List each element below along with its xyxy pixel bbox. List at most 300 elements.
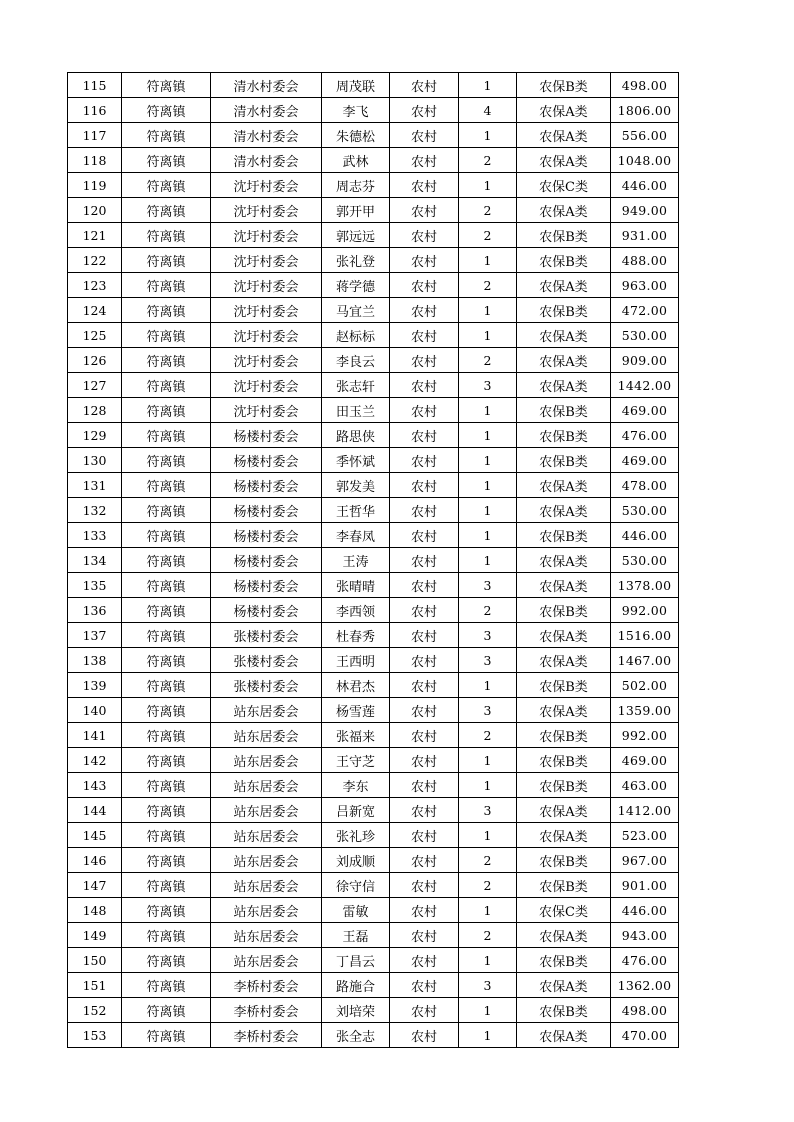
table-row <box>68 598 679 623</box>
cell-people-count: 1 <box>459 673 517 698</box>
cell-serial-number: 145 <box>68 823 122 848</box>
cell-amount: 478.00 <box>611 473 679 498</box>
cell-town: 符离镇 <box>122 323 211 348</box>
cell-committee: 沈圩村委会 <box>211 323 322 348</box>
cell-serial-number: 116 <box>68 98 122 123</box>
cell-town: 符离镇 <box>122 248 211 273</box>
cell-committee: 清水村委会 <box>211 73 322 98</box>
cell-person-name: 张福来 <box>322 723 390 748</box>
cell-serial-number: 131 <box>68 473 122 498</box>
cell-household-type: 农村 <box>390 73 459 98</box>
cell-committee: 杨楼村委会 <box>211 573 322 598</box>
cell-people-count: 3 <box>459 573 517 598</box>
cell-person-name: 李良云 <box>322 348 390 373</box>
table-row <box>68 523 679 548</box>
cell-town: 符离镇 <box>122 623 211 648</box>
cell-town: 符离镇 <box>122 373 211 398</box>
cell-amount: 469.00 <box>611 398 679 423</box>
cell-household-type: 农村 <box>390 798 459 823</box>
relief-roster-table <box>67 72 679 1048</box>
cell-household-type: 农村 <box>390 748 459 773</box>
cell-category: 农保B类 <box>517 673 611 698</box>
cell-people-count: 2 <box>459 348 517 373</box>
cell-committee: 张楼村委会 <box>211 623 322 648</box>
cell-category: 农保B类 <box>517 948 611 973</box>
cell-committee: 沈圩村委会 <box>211 298 322 323</box>
cell-serial-number: 128 <box>68 398 122 423</box>
cell-household-type: 农村 <box>390 1023 459 1048</box>
cell-household-type: 农村 <box>390 223 459 248</box>
cell-people-count: 1 <box>459 73 517 98</box>
cell-household-type: 农村 <box>390 123 459 148</box>
cell-town: 符离镇 <box>122 73 211 98</box>
table-row <box>68 423 679 448</box>
cell-category: 农保B类 <box>517 723 611 748</box>
cell-person-name: 雷敏 <box>322 898 390 923</box>
cell-person-name: 李东 <box>322 773 390 798</box>
cell-serial-number: 151 <box>68 973 122 998</box>
cell-household-type: 农村 <box>390 523 459 548</box>
cell-category: 农保A类 <box>517 323 611 348</box>
cell-committee: 张楼村委会 <box>211 673 322 698</box>
cell-category: 农保B类 <box>517 773 611 798</box>
cell-household-type: 农村 <box>390 948 459 973</box>
table-row <box>68 298 679 323</box>
table-row <box>68 398 679 423</box>
table-row <box>68 998 679 1023</box>
cell-household-type: 农村 <box>390 423 459 448</box>
cell-committee: 站东居委会 <box>211 848 322 873</box>
cell-people-count: 3 <box>459 973 517 998</box>
cell-person-name: 郭发美 <box>322 473 390 498</box>
cell-category: 农保A类 <box>517 698 611 723</box>
table-row <box>68 898 679 923</box>
cell-person-name: 杜春秀 <box>322 623 390 648</box>
cell-amount: 498.00 <box>611 73 679 98</box>
cell-town: 符离镇 <box>122 573 211 598</box>
cell-category: 农保A类 <box>517 498 611 523</box>
cell-category: 农保A类 <box>517 348 611 373</box>
cell-category: 农保A类 <box>517 548 611 573</box>
cell-amount: 949.00 <box>611 198 679 223</box>
table-body <box>68 73 679 1048</box>
cell-serial-number: 135 <box>68 573 122 598</box>
cell-committee: 沈圩村委会 <box>211 198 322 223</box>
cell-town: 符离镇 <box>122 473 211 498</box>
cell-committee: 李桥村委会 <box>211 998 322 1023</box>
cell-town: 符离镇 <box>122 848 211 873</box>
cell-town: 符离镇 <box>122 498 211 523</box>
cell-town: 符离镇 <box>122 348 211 373</box>
cell-people-count: 1 <box>459 248 517 273</box>
cell-town: 符离镇 <box>122 998 211 1023</box>
cell-category: 农保A类 <box>517 923 611 948</box>
cell-category: 农保B类 <box>517 523 611 548</box>
cell-people-count: 1 <box>459 498 517 523</box>
cell-town: 符离镇 <box>122 923 211 948</box>
cell-amount: 1412.00 <box>611 798 679 823</box>
cell-serial-number: 121 <box>68 223 122 248</box>
cell-amount: 992.00 <box>611 723 679 748</box>
cell-person-name: 马宜兰 <box>322 298 390 323</box>
cell-household-type: 农村 <box>390 548 459 573</box>
cell-person-name: 王守芝 <box>322 748 390 773</box>
cell-serial-number: 141 <box>68 723 122 748</box>
cell-town: 符离镇 <box>122 198 211 223</box>
cell-amount: 943.00 <box>611 923 679 948</box>
cell-category: 农保B类 <box>517 398 611 423</box>
table-row <box>68 723 679 748</box>
cell-people-count: 1 <box>459 173 517 198</box>
cell-amount: 463.00 <box>611 773 679 798</box>
cell-household-type: 农村 <box>390 873 459 898</box>
cell-category: 农保A类 <box>517 273 611 298</box>
cell-person-name: 路施合 <box>322 973 390 998</box>
cell-committee: 清水村委会 <box>211 123 322 148</box>
cell-category: 农保A类 <box>517 148 611 173</box>
cell-person-name: 张礼珍 <box>322 823 390 848</box>
table-row <box>68 373 679 398</box>
cell-amount: 498.00 <box>611 998 679 1023</box>
cell-serial-number: 149 <box>68 923 122 948</box>
cell-town: 符离镇 <box>122 398 211 423</box>
table-row <box>68 823 679 848</box>
cell-committee: 站东居委会 <box>211 823 322 848</box>
cell-serial-number: 122 <box>68 248 122 273</box>
cell-household-type: 农村 <box>390 298 459 323</box>
cell-household-type: 农村 <box>390 998 459 1023</box>
cell-person-name: 周志芬 <box>322 173 390 198</box>
cell-people-count: 2 <box>459 223 517 248</box>
cell-town: 符离镇 <box>122 123 211 148</box>
cell-town: 符离镇 <box>122 148 211 173</box>
cell-category: 农保B类 <box>517 448 611 473</box>
cell-serial-number: 132 <box>68 498 122 523</box>
cell-town: 符离镇 <box>122 948 211 973</box>
cell-serial-number: 138 <box>68 648 122 673</box>
cell-serial-number: 124 <box>68 298 122 323</box>
cell-category: 农保A类 <box>517 648 611 673</box>
table-row <box>68 223 679 248</box>
cell-person-name: 王西明 <box>322 648 390 673</box>
cell-town: 符离镇 <box>122 748 211 773</box>
cell-serial-number: 127 <box>68 373 122 398</box>
cell-amount: 523.00 <box>611 823 679 848</box>
cell-person-name: 周茂联 <box>322 73 390 98</box>
cell-people-count: 3 <box>459 798 517 823</box>
cell-amount: 470.00 <box>611 1023 679 1048</box>
cell-committee: 沈圩村委会 <box>211 273 322 298</box>
cell-category: 农保B类 <box>517 748 611 773</box>
cell-committee: 杨楼村委会 <box>211 523 322 548</box>
cell-amount: 469.00 <box>611 448 679 473</box>
cell-person-name: 吕新宽 <box>322 798 390 823</box>
cell-person-name: 王哲华 <box>322 498 390 523</box>
cell-people-count: 2 <box>459 923 517 948</box>
cell-people-count: 1 <box>459 323 517 348</box>
cell-person-name: 赵标标 <box>322 323 390 348</box>
cell-people-count: 2 <box>459 148 517 173</box>
cell-person-name: 张全志 <box>322 1023 390 1048</box>
cell-household-type: 农村 <box>390 473 459 498</box>
cell-household-type: 农村 <box>390 598 459 623</box>
table-row <box>68 323 679 348</box>
table-row <box>68 73 679 98</box>
cell-committee: 站东居委会 <box>211 948 322 973</box>
cell-serial-number: 130 <box>68 448 122 473</box>
cell-people-count: 3 <box>459 648 517 673</box>
table-row <box>68 648 679 673</box>
cell-amount: 1378.00 <box>611 573 679 598</box>
cell-serial-number: 152 <box>68 998 122 1023</box>
cell-category: 农保B类 <box>517 998 611 1023</box>
cell-category: 农保C类 <box>517 173 611 198</box>
cell-amount: 476.00 <box>611 423 679 448</box>
cell-person-name: 丁昌云 <box>322 948 390 973</box>
cell-amount: 530.00 <box>611 498 679 523</box>
table-row <box>68 573 679 598</box>
cell-town: 符离镇 <box>122 898 211 923</box>
table-row <box>68 548 679 573</box>
cell-household-type: 农村 <box>390 723 459 748</box>
cell-amount: 530.00 <box>611 548 679 573</box>
cell-category: 农保A类 <box>517 373 611 398</box>
cell-people-count: 1 <box>459 473 517 498</box>
table-row <box>68 848 679 873</box>
cell-household-type: 农村 <box>390 248 459 273</box>
cell-serial-number: 133 <box>68 523 122 548</box>
cell-person-name: 张志轩 <box>322 373 390 398</box>
cell-amount: 476.00 <box>611 948 679 973</box>
cell-town: 符离镇 <box>122 773 211 798</box>
cell-amount: 1359.00 <box>611 698 679 723</box>
cell-category: 农保A类 <box>517 98 611 123</box>
cell-committee: 杨楼村委会 <box>211 548 322 573</box>
cell-serial-number: 117 <box>68 123 122 148</box>
cell-serial-number: 142 <box>68 748 122 773</box>
cell-people-count: 3 <box>459 698 517 723</box>
cell-people-count: 1 <box>459 948 517 973</box>
cell-committee: 李桥村委会 <box>211 973 322 998</box>
cell-town: 符离镇 <box>122 423 211 448</box>
table-row <box>68 123 679 148</box>
cell-serial-number: 119 <box>68 173 122 198</box>
cell-committee: 清水村委会 <box>211 98 322 123</box>
cell-category: 农保A类 <box>517 823 611 848</box>
cell-person-name: 徐守信 <box>322 873 390 898</box>
cell-committee: 沈圩村委会 <box>211 373 322 398</box>
cell-category: 农保B类 <box>517 223 611 248</box>
cell-household-type: 农村 <box>390 323 459 348</box>
cell-category: 农保A类 <box>517 573 611 598</box>
cell-committee: 站东居委会 <box>211 773 322 798</box>
cell-category: 农保A类 <box>517 973 611 998</box>
cell-household-type: 农村 <box>390 923 459 948</box>
cell-people-count: 1 <box>459 998 517 1023</box>
cell-town: 符离镇 <box>122 523 211 548</box>
cell-household-type: 农村 <box>390 273 459 298</box>
cell-household-type: 农村 <box>390 348 459 373</box>
cell-people-count: 1 <box>459 773 517 798</box>
table-row <box>68 148 679 173</box>
cell-serial-number: 115 <box>68 73 122 98</box>
cell-town: 符离镇 <box>122 698 211 723</box>
cell-person-name: 朱德松 <box>322 123 390 148</box>
cell-amount: 1048.00 <box>611 148 679 173</box>
cell-town: 符离镇 <box>122 548 211 573</box>
cell-amount: 446.00 <box>611 898 679 923</box>
cell-category: 农保B类 <box>517 848 611 873</box>
cell-people-count: 1 <box>459 898 517 923</box>
table-row <box>68 748 679 773</box>
cell-town: 符离镇 <box>122 1023 211 1048</box>
cell-people-count: 1 <box>459 123 517 148</box>
cell-committee: 沈圩村委会 <box>211 398 322 423</box>
cell-committee: 沈圩村委会 <box>211 348 322 373</box>
cell-household-type: 农村 <box>390 148 459 173</box>
cell-serial-number: 143 <box>68 773 122 798</box>
cell-household-type: 农村 <box>390 498 459 523</box>
cell-town: 符离镇 <box>122 173 211 198</box>
table-row <box>68 248 679 273</box>
cell-serial-number: 126 <box>68 348 122 373</box>
cell-town: 符离镇 <box>122 223 211 248</box>
cell-household-type: 农村 <box>390 973 459 998</box>
cell-person-name: 张礼登 <box>322 248 390 273</box>
cell-committee: 清水村委会 <box>211 148 322 173</box>
cell-serial-number: 146 <box>68 848 122 873</box>
cell-people-count: 3 <box>459 373 517 398</box>
cell-people-count: 1 <box>459 448 517 473</box>
cell-town: 符离镇 <box>122 98 211 123</box>
cell-committee: 张楼村委会 <box>211 648 322 673</box>
cell-household-type: 农村 <box>390 373 459 398</box>
cell-town: 符离镇 <box>122 648 211 673</box>
cell-people-count: 1 <box>459 423 517 448</box>
cell-person-name: 郭开甲 <box>322 198 390 223</box>
cell-amount: 1516.00 <box>611 623 679 648</box>
cell-household-type: 农村 <box>390 623 459 648</box>
cell-amount: 472.00 <box>611 298 679 323</box>
cell-serial-number: 150 <box>68 948 122 973</box>
cell-people-count: 2 <box>459 848 517 873</box>
cell-person-name: 李西领 <box>322 598 390 623</box>
table-row <box>68 798 679 823</box>
cell-people-count: 1 <box>459 298 517 323</box>
cell-committee: 沈圩村委会 <box>211 248 322 273</box>
table-row <box>68 773 679 798</box>
cell-committee: 杨楼村委会 <box>211 598 322 623</box>
cell-people-count: 1 <box>459 1023 517 1048</box>
table-row <box>68 348 679 373</box>
table-row <box>68 498 679 523</box>
cell-committee: 站东居委会 <box>211 798 322 823</box>
cell-serial-number: 153 <box>68 1023 122 1048</box>
cell-household-type: 农村 <box>390 848 459 873</box>
cell-town: 符离镇 <box>122 823 211 848</box>
cell-amount: 901.00 <box>611 873 679 898</box>
cell-category: 农保A类 <box>517 473 611 498</box>
cell-serial-number: 144 <box>68 798 122 823</box>
cell-people-count: 1 <box>459 823 517 848</box>
cell-committee: 站东居委会 <box>211 748 322 773</box>
cell-household-type: 农村 <box>390 898 459 923</box>
cell-household-type: 农村 <box>390 448 459 473</box>
cell-amount: 488.00 <box>611 248 679 273</box>
table-row <box>68 1023 679 1048</box>
cell-town: 符离镇 <box>122 723 211 748</box>
cell-people-count: 1 <box>459 748 517 773</box>
cell-person-name: 刘培荣 <box>322 998 390 1023</box>
cell-category: 农保B类 <box>517 873 611 898</box>
cell-serial-number: 120 <box>68 198 122 223</box>
cell-amount: 502.00 <box>611 673 679 698</box>
table-row <box>68 623 679 648</box>
cell-committee: 杨楼村委会 <box>211 498 322 523</box>
cell-serial-number: 136 <box>68 598 122 623</box>
cell-people-count: 1 <box>459 523 517 548</box>
cell-household-type: 农村 <box>390 398 459 423</box>
cell-household-type: 农村 <box>390 173 459 198</box>
cell-amount: 530.00 <box>611 323 679 348</box>
table-row <box>68 873 679 898</box>
cell-serial-number: 129 <box>68 423 122 448</box>
cell-household-type: 农村 <box>390 773 459 798</box>
cell-amount: 1442.00 <box>611 373 679 398</box>
cell-committee: 杨楼村委会 <box>211 473 322 498</box>
cell-people-count: 2 <box>459 873 517 898</box>
cell-town: 符离镇 <box>122 673 211 698</box>
table-row <box>68 698 679 723</box>
cell-committee: 站东居委会 <box>211 698 322 723</box>
table-row <box>68 973 679 998</box>
cell-people-count: 2 <box>459 273 517 298</box>
cell-household-type: 农村 <box>390 698 459 723</box>
cell-category: 农保C类 <box>517 898 611 923</box>
table-row <box>68 448 679 473</box>
table-row <box>68 948 679 973</box>
cell-amount: 556.00 <box>611 123 679 148</box>
cell-committee: 杨楼村委会 <box>211 423 322 448</box>
cell-category: 农保B类 <box>517 298 611 323</box>
cell-person-name: 路思侠 <box>322 423 390 448</box>
cell-person-name: 王涛 <box>322 548 390 573</box>
table-row <box>68 273 679 298</box>
cell-household-type: 农村 <box>390 673 459 698</box>
cell-amount: 967.00 <box>611 848 679 873</box>
cell-amount: 1467.00 <box>611 648 679 673</box>
cell-committee: 杨楼村委会 <box>211 448 322 473</box>
table-row <box>68 173 679 198</box>
cell-committee: 站东居委会 <box>211 898 322 923</box>
cell-serial-number: 140 <box>68 698 122 723</box>
cell-person-name: 刘成顺 <box>322 848 390 873</box>
cell-category: 农保A类 <box>517 623 611 648</box>
table-row <box>68 673 679 698</box>
cell-household-type: 农村 <box>390 98 459 123</box>
cell-amount: 931.00 <box>611 223 679 248</box>
cell-person-name: 林君杰 <box>322 673 390 698</box>
cell-amount: 963.00 <box>611 273 679 298</box>
cell-serial-number: 139 <box>68 673 122 698</box>
cell-person-name: 郭远远 <box>322 223 390 248</box>
cell-person-name: 王磊 <box>322 923 390 948</box>
cell-town: 符离镇 <box>122 798 211 823</box>
cell-committee: 沈圩村委会 <box>211 173 322 198</box>
cell-category: 农保B类 <box>517 598 611 623</box>
cell-serial-number: 123 <box>68 273 122 298</box>
cell-amount: 446.00 <box>611 523 679 548</box>
